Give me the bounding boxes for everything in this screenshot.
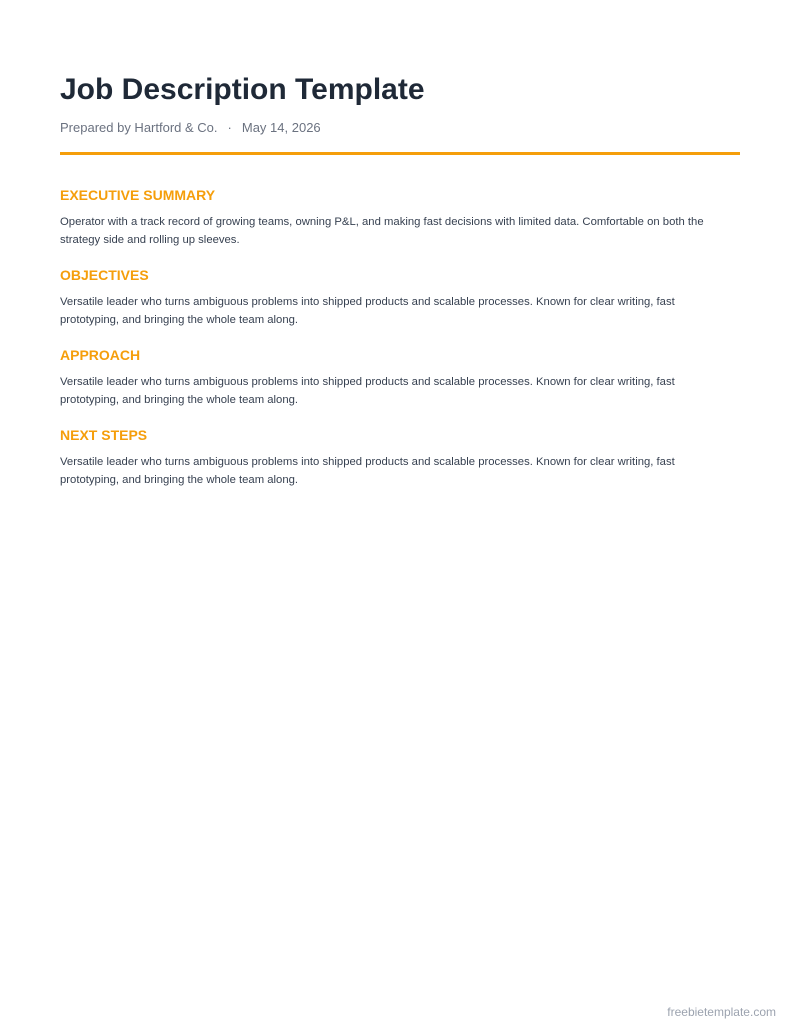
section-heading: OBJECTIVES bbox=[60, 267, 149, 283]
section-executive-summary bbox=[60, 186, 740, 249]
prepared-by-text: Prepared by Hartford & Co. bbox=[60, 120, 218, 135]
section-body: Operator with a track record of growing teams, owning P&L, and making fast decisions with limited data. Comfortable on both the strategy side and rolling up sleeves. bbox=[60, 216, 704, 246]
document-title: Job Description Template bbox=[60, 73, 425, 106]
section-approach bbox=[60, 346, 740, 409]
footer-site-link[interactable]: freebietemplate.com bbox=[667, 1005, 776, 1019]
section-body: Versatile leader who turns ambiguous problems into shipped products and scalable processes. Known for clear writing, fast prototyping, and bringing the whole team along. bbox=[60, 296, 675, 326]
section-body: Versatile leader who turns ambiguous problems into shipped products and scalable processes. Known for clear writing, fast prototyping, and bringing the whole team along. bbox=[60, 376, 675, 406]
meta-separator: · bbox=[227, 120, 232, 135]
section-next-steps bbox=[60, 426, 740, 489]
section-heading: NEXT STEPS bbox=[60, 427, 148, 443]
section-heading: APPROACH bbox=[60, 347, 141, 363]
section-body: Versatile leader who turns ambiguous problems into shipped products and scalable processes. Known for clear writing, fast prototyping, and bringing the whole team along. bbox=[60, 456, 675, 486]
section-objectives bbox=[60, 266, 740, 329]
document-date: May 14, 2026 bbox=[241, 120, 321, 135]
section-heading: EXECUTIVE SUMMARY bbox=[60, 187, 216, 203]
document-meta bbox=[60, 119, 321, 136]
header-divider bbox=[60, 152, 740, 155]
